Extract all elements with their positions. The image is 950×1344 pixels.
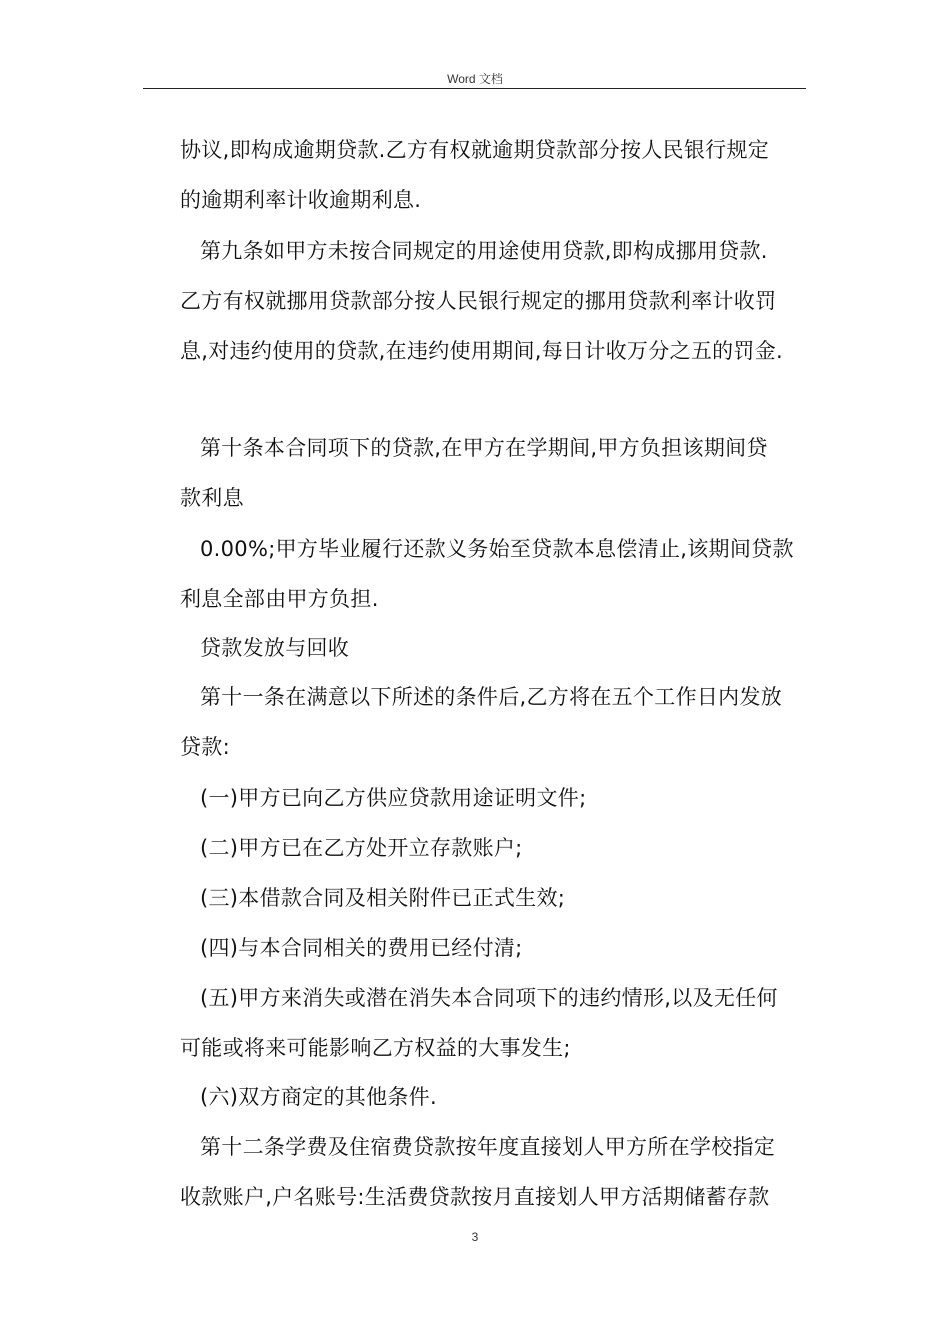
document-header: Word 文档 (447, 72, 503, 86)
list-item: (一)甲方已向乙方供应贷款用途证明文件; (200, 786, 587, 810)
body-line: 利息全部由甲方负担. (180, 587, 379, 611)
body-line: 乙方有权就挪用贷款部分按人民银行规定的挪用贷款利率计收罚 (180, 289, 777, 313)
body-line: 收款账户,户名账号:生活费贷款按月直接划人甲方活期储蓄存款 (180, 1185, 770, 1209)
list-item: (五)甲方来消失或潜在消失本合同项下的违约情形,以及无任何 (200, 986, 778, 1010)
body-line: 第十二条学费及住宿费贷款按年度直接划人甲方所在学校指定 (200, 1135, 776, 1159)
list-item: (三)本借款合同及相关附件已正式生效; (200, 886, 566, 910)
section-heading: 贷款发放与回收 (200, 636, 350, 660)
body-line: 贷款: (180, 735, 230, 759)
page-number: 3 (471, 1230, 479, 1244)
body-line: 可能或将来可能影响乙方权益的大事发生; (180, 1036, 571, 1060)
body-line: 第九条如甲方未按合同规定的用途使用贷款,即构成挪用贷款. (200, 239, 768, 263)
list-item: (四)与本合同相关的费用已经付清; (200, 936, 523, 960)
list-item: (二)甲方已在乙方处开立存款账户; (200, 836, 523, 860)
body-line: 协议,即构成逾期贷款.乙方有权就逾期贷款部分按人民银行规定 (180, 138, 770, 162)
body-line: 第十一条在满意以下所述的条件后,乙方将在五个工作日内发放 (200, 685, 783, 709)
body-line: 第十条本合同项下的贷款,在甲方在学期间,甲方负担该期间贷 (200, 436, 768, 460)
body-line: 款利息 (180, 486, 244, 510)
body-line: 0.00%;甲方毕业履行还款义务始至贷款本息偿清止,该期间贷款 (200, 537, 794, 561)
body-line: 的逾期利率计收逾期利息. (180, 188, 422, 212)
header-divider (143, 88, 806, 89)
body-line: 息,对违约使用的贷款,在违约使用期间,每日计收万分之五的罚金. (180, 339, 783, 363)
list-item: (六)双方商定的其他条件. (200, 1085, 437, 1109)
